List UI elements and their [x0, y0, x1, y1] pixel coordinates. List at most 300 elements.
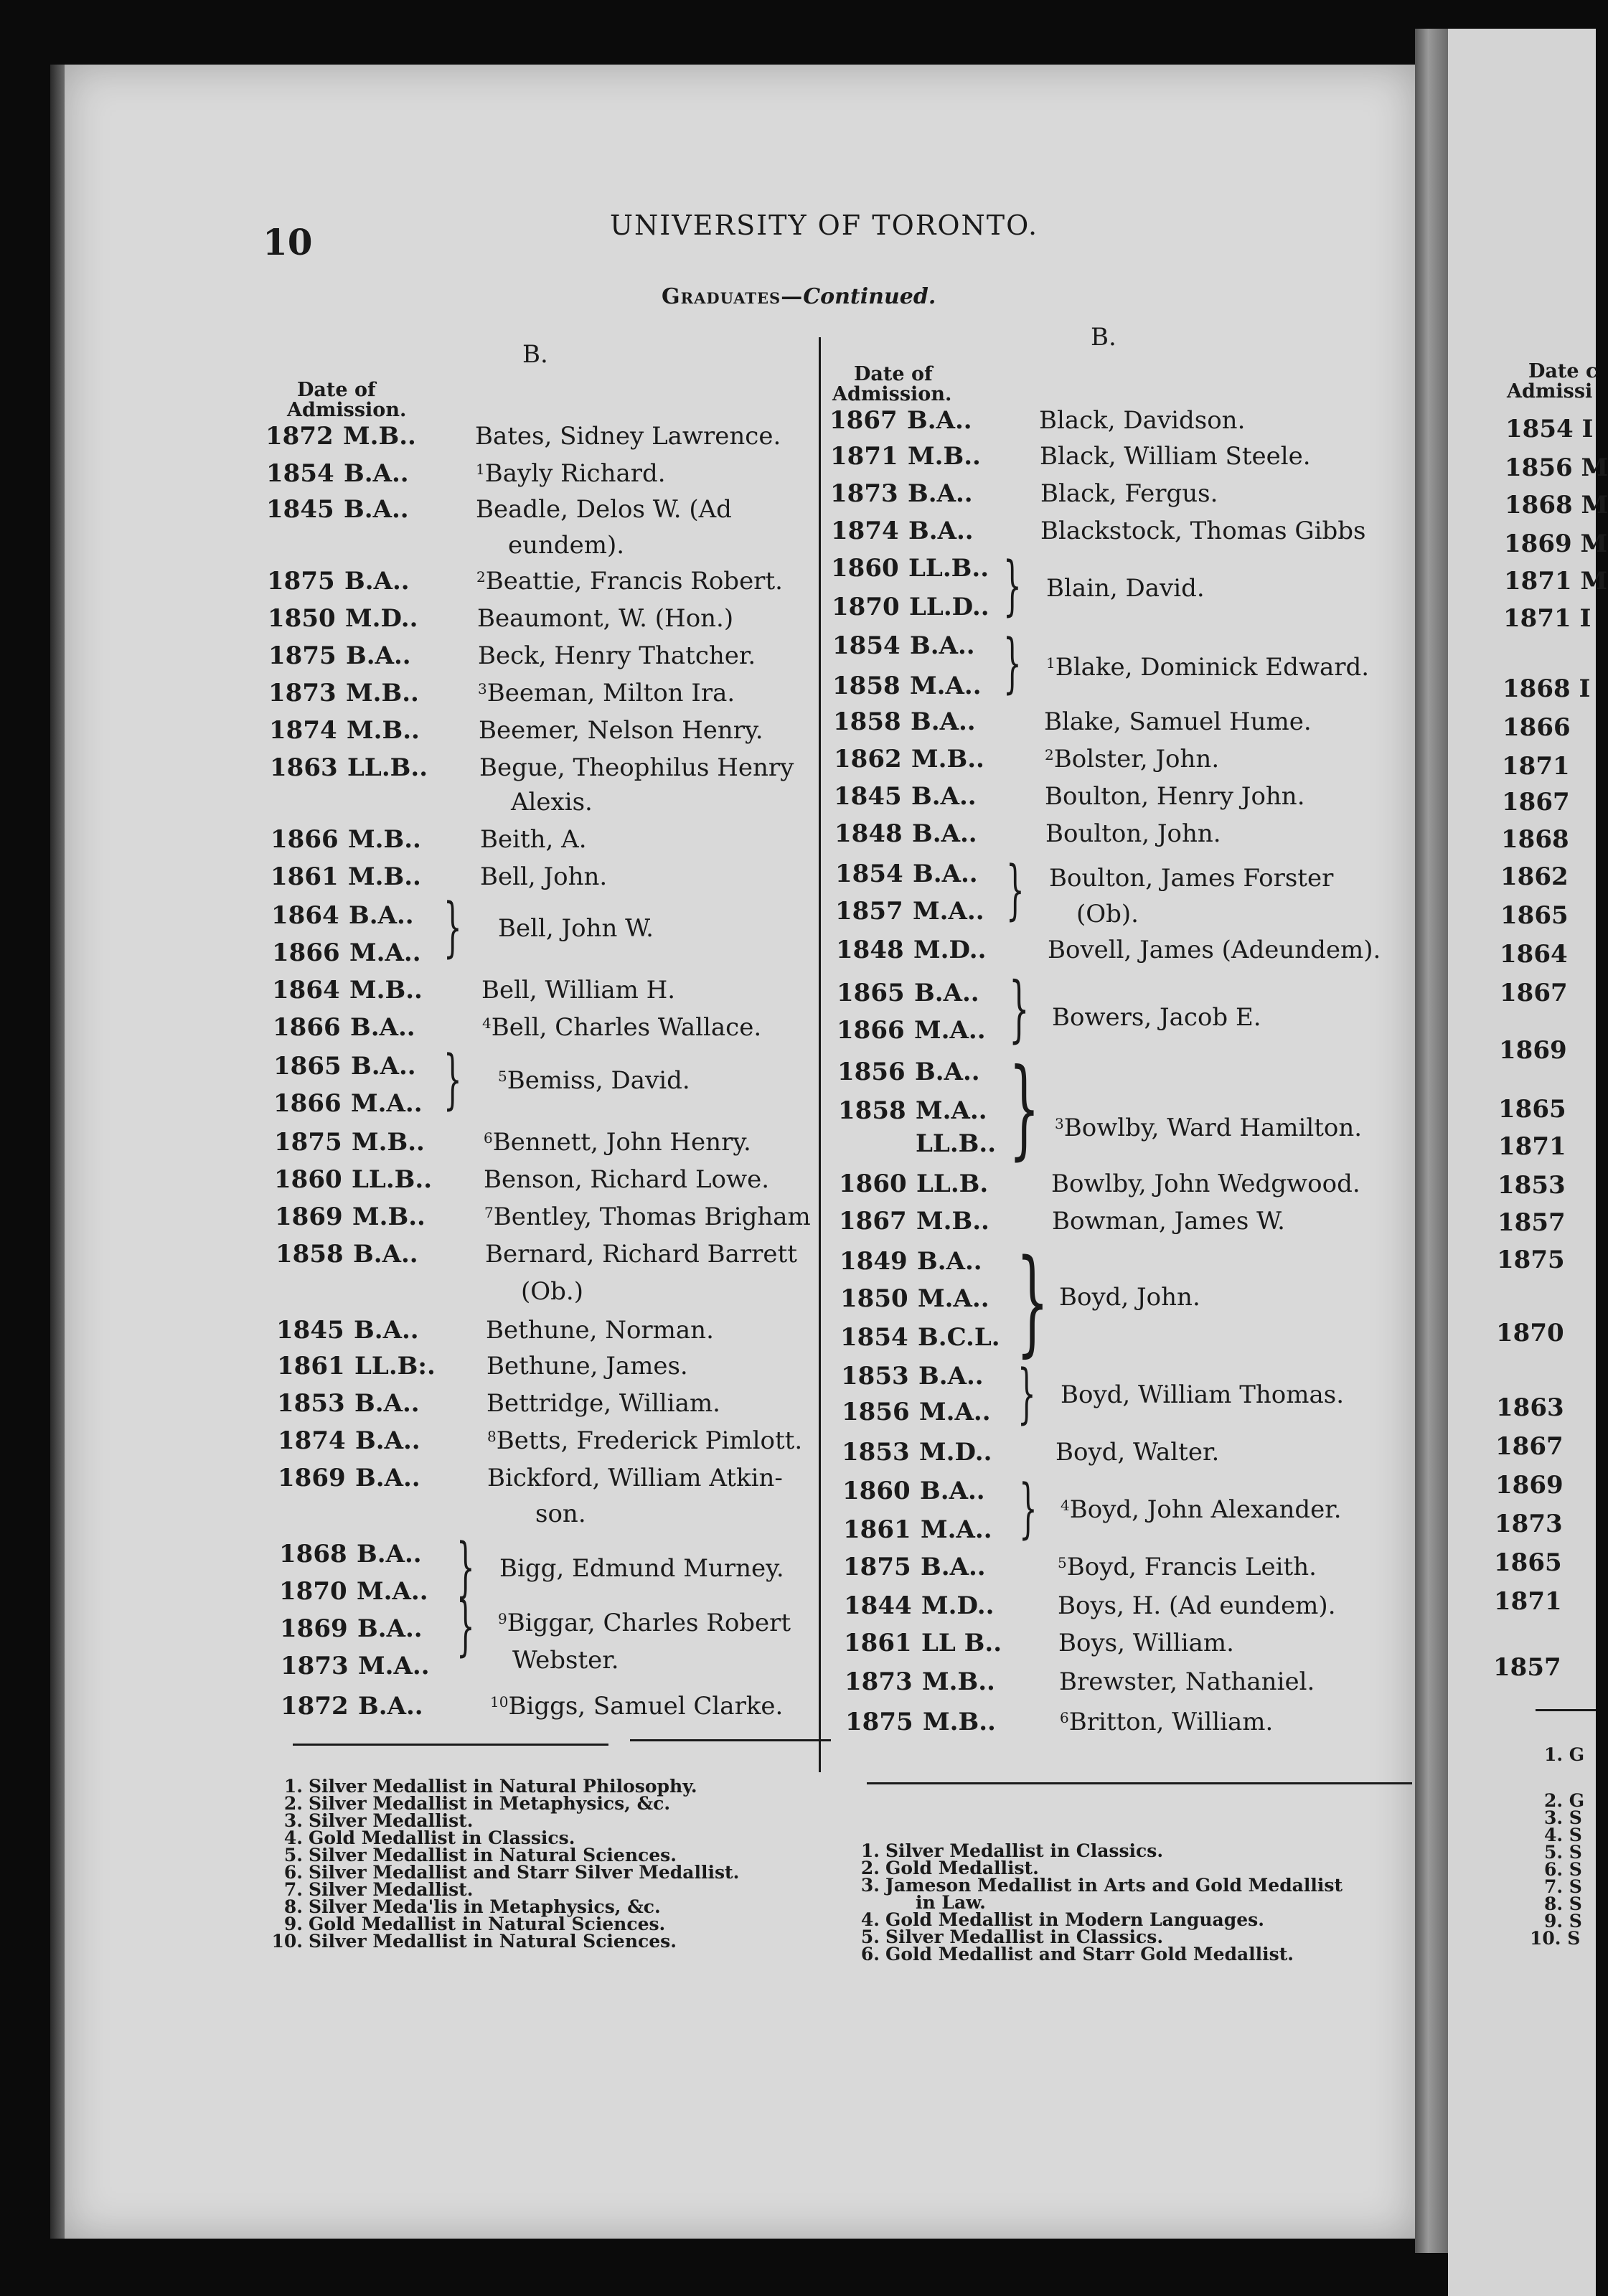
facing-page-row: 1865: [1498, 1095, 1566, 1124]
degree: B.A..: [911, 782, 977, 811]
graduate-name-text: Biggar, Charles Robert: [507, 1609, 791, 1637]
graduate-name-text: Bayly Richard.: [484, 459, 666, 488]
admission-year: 1870: [279, 1577, 347, 1606]
facing-page-row: 1856 M: [1505, 453, 1608, 482]
degree: M.D..: [345, 604, 418, 633]
graduate-name: [479, 753, 794, 782]
admission-year: 1864: [271, 901, 339, 930]
page-gutter-edge: [1415, 29, 1448, 2253]
graduate-name: [1058, 1629, 1234, 1657]
admission-degree: [277, 1352, 436, 1380]
section-continued: Continued.: [803, 284, 936, 309]
facing-page-footnote: 4. S: [1544, 1825, 1582, 1845]
graduate-name-text: Blackstock, Thomas Gibbs: [1040, 517, 1366, 545]
graduate-name: [1061, 1495, 1342, 1524]
admission-degree: [833, 707, 976, 736]
facing-page-row: 1868 M: [1505, 491, 1608, 519]
admission-degree: [271, 901, 414, 930]
admission-year: 1861: [271, 862, 339, 891]
admission-degree: [266, 495, 409, 524]
degree: B.A..: [353, 1240, 418, 1269]
graduate-name: [475, 422, 781, 451]
graduate-name: [1076, 900, 1139, 928]
admission-year: 1866: [273, 1013, 341, 1042]
footnote: 4. Gold Medallist in Modern Languages.: [860, 1909, 1264, 1930]
facing-footnote-rule: [1536, 1709, 1596, 1711]
admission-degree: [268, 641, 411, 670]
footnote-text: Silver Medallist and Starr Silver Medallist.: [309, 1862, 740, 1883]
footnote-marker: 6: [1060, 1709, 1069, 1726]
degree: M.A..: [351, 1089, 423, 1118]
facing-page-row: 1866: [1503, 713, 1571, 742]
degree: B.A..: [349, 901, 414, 930]
footnote-text: Silver Medallist in Classics.: [885, 1840, 1164, 1861]
admission-degree: [276, 1316, 419, 1345]
admission-degree: [830, 479, 973, 508]
graduate-name: [1049, 864, 1333, 893]
footnote: 3. Jameson Medallist in Arts and Gold Medallist: [860, 1875, 1343, 1896]
admission-year: 1869: [278, 1464, 346, 1492]
graduate-name-text: Britton, William.: [1068, 1708, 1274, 1736]
admission-year: 1853: [841, 1362, 909, 1391]
date-label-line: Date of: [854, 363, 933, 385]
graduate-name: [1040, 479, 1218, 508]
graduate-name-text: Bentley, Thomas Brigham: [493, 1203, 811, 1231]
footnote-marker: 2: [1045, 746, 1054, 763]
facing-page-row: 1867: [1495, 1432, 1564, 1461]
admission-year: 1845: [276, 1316, 344, 1345]
graduate-name: [1052, 1207, 1285, 1236]
graduate-name-text: Blake, Samuel Hume.: [1044, 707, 1312, 736]
admission-degree: [835, 860, 978, 888]
admission-degree: [842, 1398, 991, 1426]
admission-degree: [840, 1247, 982, 1276]
graduate-name: [480, 825, 587, 854]
degree: B.A..: [358, 1692, 423, 1721]
graduate-name-text: Beeman, Milton Ira.: [486, 679, 735, 707]
graduate-name-text: Black, Fergus.: [1040, 479, 1218, 508]
facing-date-label: [1507, 362, 1597, 402]
graduate-name-text: son.: [535, 1500, 586, 1528]
facing-page-row: 1867: [1500, 979, 1568, 1007]
graduate-name-text: Bemiss, David.: [507, 1066, 690, 1095]
degree: B.A..: [918, 1362, 984, 1391]
footnote-text: Silver Medallist in Metaphysics, &c.: [309, 1793, 671, 1814]
footnote-marker: 2: [476, 568, 486, 585]
admission-degree: [829, 406, 972, 435]
facing-page-footnote: 1. G: [1544, 1744, 1585, 1765]
graduate-name: [1055, 1438, 1219, 1467]
footnote-marker: 1: [476, 461, 485, 478]
footnote-marker: 5: [498, 1068, 507, 1085]
degree: B.A..: [907, 406, 972, 435]
admission-degree: [837, 1016, 986, 1045]
degree: M.B..: [916, 1207, 989, 1236]
graduate-name: [477, 604, 733, 633]
graduate-name-text: Bickford, William Atkin-: [487, 1464, 783, 1492]
admission-degree: [273, 1013, 415, 1042]
graduate-name: [490, 1692, 783, 1721]
graduate-name: [1046, 653, 1369, 682]
graduate-name-text: Bolster, John.: [1053, 745, 1220, 773]
graduate-name-text: Bigg, Edmund Murney.: [499, 1554, 784, 1583]
admission-degree: [272, 976, 423, 1004]
admission-year: 1873: [268, 679, 337, 707]
degree: M.B..: [347, 716, 420, 745]
graduate-name: [484, 1165, 769, 1194]
graduate-name-text: Boyd, Francis Leith.: [1066, 1553, 1317, 1581]
degree: B.A..: [920, 1477, 985, 1505]
admission-year: 1865: [837, 979, 905, 1007]
admission-degree: [278, 1464, 420, 1492]
footnote: 3. Silver Medallist.: [283, 1810, 474, 1831]
graduate-name-text: Beck, Henry Thatcher.: [478, 641, 756, 670]
degree: B.A..: [346, 641, 411, 670]
admission-year: 1875: [267, 567, 335, 596]
footnote-text: Gold Medallist in Natural Sciences.: [309, 1914, 666, 1934]
graduate-name-text: Benson, Richard Lowe.: [484, 1165, 770, 1194]
facing-page-row: 1869: [1495, 1471, 1564, 1500]
graduate-name-text: Blake, Dominick Edward.: [1055, 653, 1370, 682]
footnote-text: Jameson Medallist in Arts and Gold Medallist: [885, 1875, 1343, 1896]
degree: B.A..: [908, 479, 973, 508]
degree: B.A..: [351, 1052, 416, 1081]
degree: M.B..: [348, 862, 421, 891]
facing-page-row: 1857: [1493, 1653, 1561, 1682]
graduate-name-text: Bernard, Richard Barrett: [485, 1240, 797, 1269]
degree: M.A..: [357, 1577, 428, 1606]
graduate-name-text: Bethune, Norman.: [486, 1316, 714, 1345]
graduate-name: [1061, 1380, 1344, 1409]
footnote: 9. Gold Medallist in Natural Sciences.: [283, 1914, 666, 1934]
degree: M.B..: [923, 1708, 996, 1736]
graduate-name: [485, 1240, 797, 1269]
admission-year: 1870: [832, 593, 900, 621]
graduate-name-text: Bowman, James W.: [1052, 1207, 1285, 1236]
footnote: 10. Silver Medallist in Natural Sciences.: [271, 1931, 677, 1952]
degree: M.B..: [908, 442, 981, 471]
degree: B.A..: [917, 1247, 982, 1276]
degree: LL.B..: [908, 554, 989, 583]
admission-degree: [845, 1708, 996, 1736]
degree: B.A..: [344, 495, 409, 524]
footnote-marker: 3: [1055, 1115, 1064, 1132]
footnote: 7. Silver Medallist.: [283, 1879, 474, 1900]
degree: B.A..: [354, 1316, 419, 1345]
facing-page-footnote: 2. G: [1544, 1790, 1585, 1811]
footnote-text: Silver Medallist in Natural Sciences.: [309, 1845, 677, 1866]
facing-page-row: 1853: [1497, 1171, 1566, 1200]
facing-page-row: 1871 I: [1503, 604, 1591, 633]
footnote-marker: 8: [487, 1428, 497, 1445]
footnote-marker: 5: [1058, 1554, 1067, 1571]
date-label-line: Admission.: [287, 399, 407, 421]
admission-degree: [836, 936, 986, 964]
admission-degree: [841, 1362, 984, 1391]
degree: M.B..: [352, 1203, 425, 1231]
degree: B.A..: [914, 979, 979, 1007]
column-letter: B.: [1091, 323, 1116, 352]
admission-degree: [835, 897, 984, 926]
admission-year: 1872: [281, 1692, 349, 1721]
admission-year: 1860: [831, 554, 899, 583]
admission-year: 1853: [842, 1438, 910, 1467]
footnote-marker: 4: [482, 1015, 492, 1032]
graduate-name: [1055, 1114, 1362, 1142]
footnote-marker: 9: [498, 1610, 507, 1627]
graduate-name: [1045, 819, 1221, 848]
degree: B.A..: [915, 1058, 980, 1086]
admission-degree: [832, 631, 975, 660]
admission-degree: [271, 862, 421, 891]
footnote: 5. Silver Medallist in Classics.: [860, 1926, 1164, 1947]
facing-page-footnote: 9. S: [1544, 1911, 1582, 1932]
graduate-name: [499, 1554, 784, 1583]
admission-degree: [844, 1629, 1002, 1657]
footnote-marker: 3: [478, 680, 487, 697]
degree: M.D..: [921, 1591, 995, 1620]
grouping-brace: }: [456, 1589, 475, 1664]
graduate-name-text: Alexis.: [511, 788, 593, 817]
graduate-name: [511, 788, 593, 817]
admission-degree: [831, 554, 989, 583]
footnote: 6. Gold Medallist and Starr Gold Medallist.: [860, 1944, 1294, 1965]
graduate-name: [1046, 574, 1205, 603]
grouping-brace: }: [1019, 1471, 1038, 1546]
graduate-name: [486, 1352, 688, 1380]
degree: B.A..: [354, 1389, 420, 1418]
degree: M.A..: [913, 897, 984, 926]
degree: M.A..: [910, 672, 982, 700]
degree: M.B..: [352, 1128, 425, 1157]
graduate-name-text: Black, William Steele.: [1040, 442, 1311, 471]
facing-page-row: 1864: [1500, 940, 1568, 969]
footnote-text: Gold Medallist.: [885, 1858, 1039, 1878]
graduate-name-text: Bell, Charles Wallace.: [491, 1013, 762, 1042]
admission-year: 1854: [832, 631, 901, 660]
admission-degree: [270, 753, 428, 782]
footnote-marker: 10: [490, 1693, 509, 1711]
graduate-name-text: Bell, John W.: [498, 914, 654, 943]
admission-degree: [271, 825, 421, 854]
graduate-name-text: Boulton, James Forster: [1049, 864, 1334, 893]
facing-page-footnote: 5. S: [1544, 1842, 1582, 1863]
admission-year: 1848: [836, 936, 904, 964]
degree: M.A..: [358, 1652, 430, 1680]
footnote-marker: 1: [1046, 654, 1055, 672]
admission-year: 1849: [840, 1247, 908, 1276]
graduate-name-text: Bowlby, Ward Hamilton.: [1063, 1114, 1363, 1142]
facing-page-row: 1871: [1502, 752, 1570, 781]
graduate-name: [535, 1500, 586, 1528]
degree: B.A..: [911, 707, 976, 736]
degree: LL.B..: [347, 753, 428, 782]
graduate-name: [476, 459, 666, 488]
admission-year: 1858: [833, 707, 901, 736]
grouping-brace: }: [1006, 852, 1025, 928]
admission-degree: [839, 1207, 989, 1236]
grouping-brace: }: [456, 1530, 475, 1605]
graduate-name: [486, 1316, 714, 1345]
admission-degree: [840, 1284, 989, 1313]
graduate-name-text: Black, Davidson.: [1039, 406, 1246, 435]
graduate-name: [478, 679, 735, 707]
degree: B.C.L.: [918, 1323, 1000, 1352]
graduate-name: [484, 1128, 751, 1157]
graduate-name: [1051, 1170, 1360, 1198]
admission-degree: [838, 1096, 987, 1125]
facing-date-label-line: Date c: [1528, 360, 1598, 382]
graduate-name: [1044, 707, 1312, 736]
graduate-name: [512, 1646, 619, 1675]
column-letter: B.: [522, 340, 548, 369]
facing-page-row: 1873: [1495, 1510, 1563, 1538]
facing-page-row: 1871 M: [1504, 567, 1608, 596]
admission-degree: [830, 442, 981, 471]
footnote-text: Gold Medallist in Classics.: [309, 1827, 575, 1848]
footnote-text: Silver Meda'lis in Metaphysics, &c.: [309, 1896, 661, 1917]
facing-page-row: 1875: [1497, 1246, 1565, 1274]
graduate-name-text: Bowlby, John Wedgwood.: [1051, 1170, 1360, 1198]
date-label-line: Admission.: [832, 383, 952, 405]
graduate-name: [1058, 1553, 1317, 1581]
degree: M.D..: [919, 1438, 992, 1467]
admission-year: 1867: [839, 1207, 907, 1236]
graduate-name-text: Bates, Sidney Lawrence.: [475, 422, 781, 451]
facing-page-row: 1857: [1497, 1208, 1566, 1237]
admission-degree: [842, 1477, 985, 1505]
graduate-name: [1040, 442, 1311, 471]
graduate-name-text: Boyd, Walter.: [1055, 1438, 1220, 1467]
facing-date-label-line: Admissi: [1507, 380, 1593, 403]
admission-degree: [273, 1089, 423, 1118]
admission-degree: [844, 1591, 994, 1620]
footnote-text: Silver Medallist in Classics.: [885, 1926, 1164, 1947]
admission-degree: [272, 938, 421, 967]
admission-year: 1845: [266, 495, 334, 524]
facing-page-row: 1868 I: [1503, 674, 1591, 703]
degree: M.B..: [349, 976, 423, 1004]
facing-page-footnote: 3. S: [1544, 1807, 1582, 1828]
admission-degree: [843, 1515, 992, 1544]
facing-page-row: 1867: [1502, 788, 1570, 817]
degree: LL.B..: [352, 1165, 433, 1194]
graduate-name: [482, 1013, 761, 1042]
admission-year: 1869: [275, 1203, 343, 1231]
graduate-name: [1048, 936, 1381, 964]
admission-year: 1867: [829, 406, 898, 435]
facing-page-footnote: 10. S: [1530, 1928, 1581, 1949]
admission-degree: [276, 1240, 418, 1269]
graduate-name-text: Bell, William H.: [481, 976, 676, 1004]
degree: M.B..: [348, 825, 421, 854]
footnote-marker: 6: [484, 1129, 493, 1147]
graduate-name-text: Beaumont, W. (Hon.): [477, 604, 734, 633]
admission-year: 1866: [272, 938, 340, 967]
graduate-name: [479, 716, 763, 745]
admission-degree: [834, 819, 977, 848]
graduate-name: [521, 1277, 583, 1306]
admission-degree: [278, 1426, 420, 1455]
degree: M.B..: [346, 679, 419, 707]
section-heading: [662, 284, 936, 309]
admission-year: 1853: [277, 1389, 345, 1418]
facing-page-footnote: 7. S: [1544, 1876, 1582, 1897]
grouping-brace: }: [1009, 966, 1030, 1050]
admission-degree: [265, 422, 416, 451]
degree: B.A..: [344, 567, 410, 596]
facing-page-footnote: 8. S: [1544, 1893, 1582, 1914]
graduate-name-text: Boys, William.: [1058, 1629, 1234, 1657]
grouping-brace: }: [443, 1042, 462, 1117]
section-label: Graduates—: [662, 284, 804, 309]
graduate-name-text: Beadle, Delos W. (Ad: [476, 495, 732, 524]
graduate-name-text: Bell, John.: [480, 862, 608, 891]
graduate-name: [487, 1426, 802, 1455]
graduate-name-text: Blain, David.: [1046, 574, 1205, 603]
admission-degree: [832, 672, 982, 700]
graduate-name-text: Beith, A.: [480, 825, 587, 854]
footnote-rule: [293, 1744, 608, 1746]
graduate-name-text: Biggs, Samuel Clarke.: [508, 1692, 784, 1721]
graduate-name-text: Begue, Theophilus Henry: [479, 753, 794, 782]
graduate-name: [1058, 1591, 1336, 1620]
graduate-name-text: Beattie, Francis Robert.: [485, 567, 783, 596]
column-1-footnotes: [270, 1778, 739, 1950]
graduate-name-text: Boyd, William Thomas.: [1061, 1380, 1345, 1409]
footnote: 5. Silver Medallist in Natural Sciences.: [283, 1845, 677, 1866]
footnote: 2. Silver Medallist in Metaphysics, &c.: [283, 1793, 671, 1814]
admission-year: 1874: [269, 716, 337, 745]
admission-year: 1858: [832, 672, 901, 700]
footnote-text: in Law.: [916, 1892, 986, 1913]
admission-year: 1866: [271, 825, 339, 854]
graduate-name-text: Boyd, John Alexander.: [1069, 1495, 1342, 1524]
footnote-text: Gold Medallist in Modern Languages.: [885, 1909, 1264, 1930]
footnote-marker: 7: [484, 1204, 494, 1221]
admission-year: 1874: [278, 1426, 346, 1455]
admission-degree: [274, 1128, 425, 1157]
graduate-name: [498, 914, 654, 943]
graduate-name-text: Bettridge, William.: [486, 1389, 720, 1418]
degree: M.A..: [916, 1096, 987, 1125]
admission-year: 1861: [277, 1352, 345, 1380]
admission-year: 1854: [266, 459, 334, 488]
admission-year: 1865: [273, 1052, 342, 1081]
facing-page-row: 1869 M: [1504, 530, 1608, 558]
admission-year: 1875: [843, 1553, 911, 1581]
admission-year: 1854: [835, 860, 903, 888]
degree: M.B..: [343, 422, 416, 451]
graduate-name-text: Boulton, Henry John.: [1045, 782, 1305, 811]
admission-year: 1864: [272, 976, 340, 1004]
graduate-name: [1045, 745, 1219, 773]
degree: M.B..: [911, 745, 984, 773]
graduate-name: [1045, 782, 1305, 811]
graduate-name-text: Beemer, Nelson Henry.: [479, 716, 763, 745]
grouping-brace: }: [1017, 1356, 1036, 1431]
admission-year: 1860: [842, 1477, 911, 1505]
footnote-rule: [630, 1739, 831, 1741]
graduate-name-text: Bethune, James.: [486, 1352, 688, 1380]
date-label-line: Date of: [297, 379, 376, 401]
degree: B.A..: [350, 1013, 415, 1042]
degree: M.A..: [349, 938, 421, 967]
footnote: 1. Silver Medallist in Natural Philosophy.: [283, 1776, 697, 1797]
graduate-name: [498, 1609, 791, 1637]
admission-year: 1871: [830, 442, 898, 471]
admission-year: 1860: [274, 1165, 342, 1194]
